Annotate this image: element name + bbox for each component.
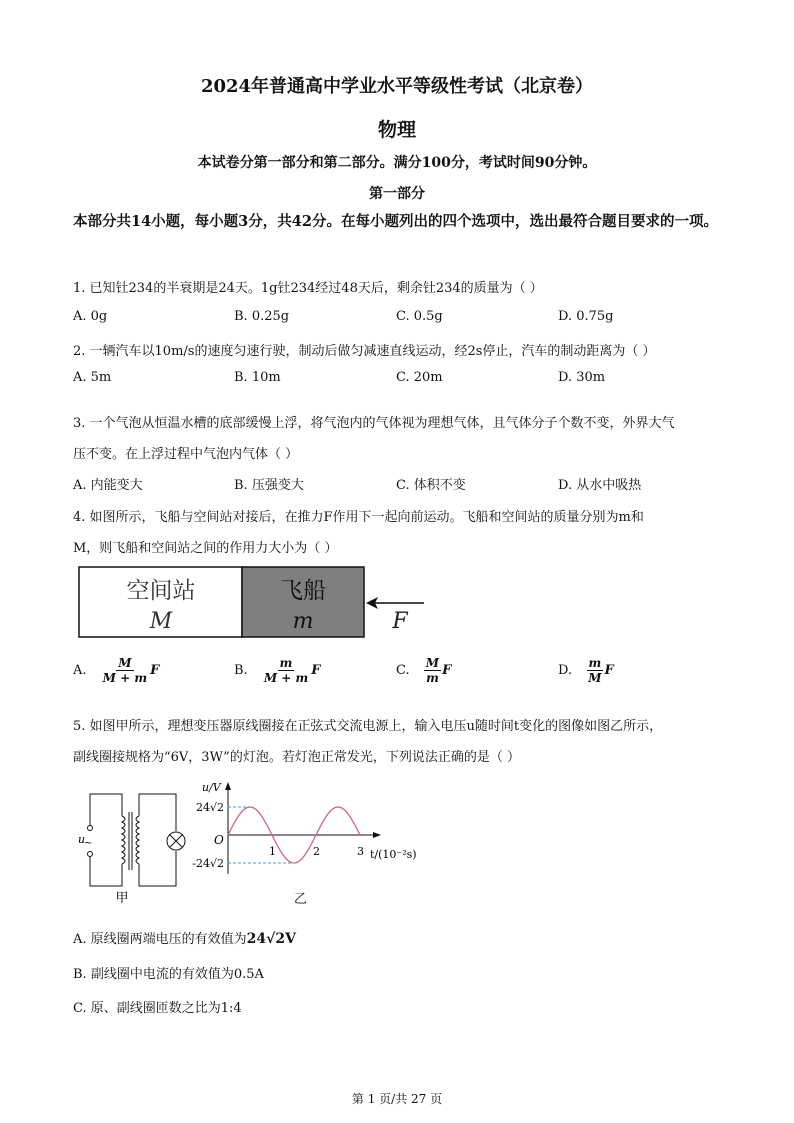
option-letter: A. <box>73 663 87 678</box>
secondary-wire-top <box>139 794 176 831</box>
question-4-stem-line1: 4. 如图所示，飞船与空间站对接后，在推力F作用下一起向前运动。飞船和空间站的质量分别为m和 <box>73 510 644 525</box>
q3-option-d[interactable]: D. 从水中吸热 <box>558 478 642 493</box>
q5-option-a-text: A. 原线圈两端电压的有效值为 <box>73 932 247 947</box>
terminal-top <box>88 826 93 831</box>
primary-wire-top <box>90 794 122 825</box>
fraction-numerator: m <box>588 656 602 670</box>
force-variable: F <box>442 663 452 678</box>
secondary-coil <box>136 816 139 864</box>
q1-option-b[interactable]: B. 0.25g <box>234 309 290 324</box>
page-footer: 第 1 页/共 27 页 <box>351 1092 443 1106</box>
exam-title: 2024年普通高中学业水平等级性考试（北京卷） <box>200 76 594 97</box>
y-tick-negative: -24√2 <box>192 857 224 870</box>
x-axis-arrow <box>373 832 381 838</box>
force-label: F <box>392 609 408 634</box>
fraction-numerator: M <box>118 656 132 670</box>
q2-option-b[interactable]: B. 10m <box>234 370 281 385</box>
question-4-stem-line2: M，则飞船和空间站之间的作用力大小为（ ） <box>73 541 338 556</box>
force-variable: F <box>150 663 160 678</box>
y-tick-positive: 24√2 <box>195 801 224 814</box>
terminal-bottom <box>88 852 93 857</box>
fraction-denominator: m <box>426 671 439 685</box>
figure-jia-caption: 甲 <box>115 891 129 906</box>
voltage-time-chart <box>180 774 430 906</box>
part-heading: 第一部分 <box>369 186 425 202</box>
x-tick-label: 2 <box>313 845 320 858</box>
docking-figure <box>78 566 438 640</box>
source-label: u <box>78 833 86 846</box>
station-label: 空间站 <box>126 578 196 604</box>
force-variable: F <box>604 663 614 678</box>
q5-option-a-value: 24√2V <box>246 931 296 947</box>
fraction-denominator: M + m <box>102 671 148 685</box>
secondary-wire-bottom <box>139 851 176 886</box>
x-axis-label: t/(10⁻²s) <box>370 848 417 861</box>
q2-option-c[interactable]: C. 20m <box>396 370 443 385</box>
q3-option-b[interactable]: B. 压强变大 <box>234 478 304 493</box>
x-tick-label: 3 <box>357 845 364 858</box>
q5-option-a[interactable] <box>73 928 296 947</box>
q3-option-c[interactable]: C. 体积不变 <box>396 478 466 493</box>
question-1-stem: 1. 已知钍234的半衰期是24天。1g钍234经过48天后，剩余钍234的质量为（ ） <box>73 281 543 296</box>
q2-option-a[interactable]: A. 5m <box>73 370 112 385</box>
option-letter: C. <box>396 663 410 678</box>
ship-label: 飞船 <box>280 578 326 604</box>
option-letter: B. <box>234 663 248 678</box>
q3-option-a[interactable]: A. 内能变大 <box>73 478 143 493</box>
question-3-stem-line2: 压不变。在上浮过程中气泡内气体（ ） <box>73 447 299 462</box>
fraction-denominator: M + m <box>263 671 309 685</box>
question-5-stem-line2: 副线圈接规格为“6V，3W”的灯泡。若灯泡正常发光，下列说法正确的是（ ） <box>73 750 520 765</box>
y-axis-arrow <box>225 782 231 790</box>
ship-mass: m <box>292 609 314 634</box>
ac-symbol: ~ <box>84 838 93 849</box>
y-axis-label: u/V <box>202 781 221 794</box>
force-variable: F <box>311 663 321 678</box>
station-mass: M <box>149 609 173 634</box>
q4-option-a[interactable] <box>73 656 159 685</box>
q4-option-b[interactable] <box>234 656 320 685</box>
q4-option-d[interactable] <box>558 656 614 685</box>
q5-option-c[interactable]: C. 原、副线圈匝数之比为1:4 <box>73 1001 242 1016</box>
fraction-numerator: m <box>279 656 293 670</box>
question-3-stem-line1: 3. 一个气泡从恒温水槽的底部缓慢上浮，将气泡内的气体视为理想气体，且气体分子个数不变，外界大气 <box>73 416 675 431</box>
origin-label: O <box>214 833 224 847</box>
q2-option-d[interactable]: D. 30m <box>558 370 606 385</box>
exam-intro: 本试卷分第一部分和第二部分。满分100分，考试时间90分钟。 <box>197 155 597 171</box>
q1-option-a[interactable]: A. 0g <box>73 309 108 324</box>
figure-yi-caption-text: 乙 <box>294 892 308 907</box>
subject-title: 物理 <box>377 119 416 141</box>
fraction-denominator: M <box>588 671 602 685</box>
question-2-stem: 2. 一辆汽车以10m/s的速度匀速行驶，制动后做匀减速直线运动，经2s停止，汽车的制动距离为（ ） <box>73 344 656 359</box>
x-tick-label: 1 <box>269 845 276 858</box>
q1-option-c[interactable]: C. 0.5g <box>396 309 443 324</box>
option-letter: D. <box>558 663 573 678</box>
primary-coil <box>122 816 125 864</box>
question-5-stem-line1: 5. 如图甲所示，理想变压器原线圈接在正弦式交流电源上，输入电压u随时间t变化的图像如图乙所示， <box>73 719 663 734</box>
part-instructions: 本部分共14小题，每小题3分，共42分。在每小题列出的四个选项中，选出最符合题目要求的一项。 <box>73 213 718 230</box>
primary-wire-bottom <box>90 857 122 886</box>
fraction-numerator: M <box>425 656 440 670</box>
q4-option-c[interactable] <box>396 656 451 685</box>
q5-option-b[interactable]: B. 副线圈中电流的有效值为0.5A <box>73 967 264 982</box>
q1-option-d[interactable]: D. 0.75g <box>558 309 614 324</box>
